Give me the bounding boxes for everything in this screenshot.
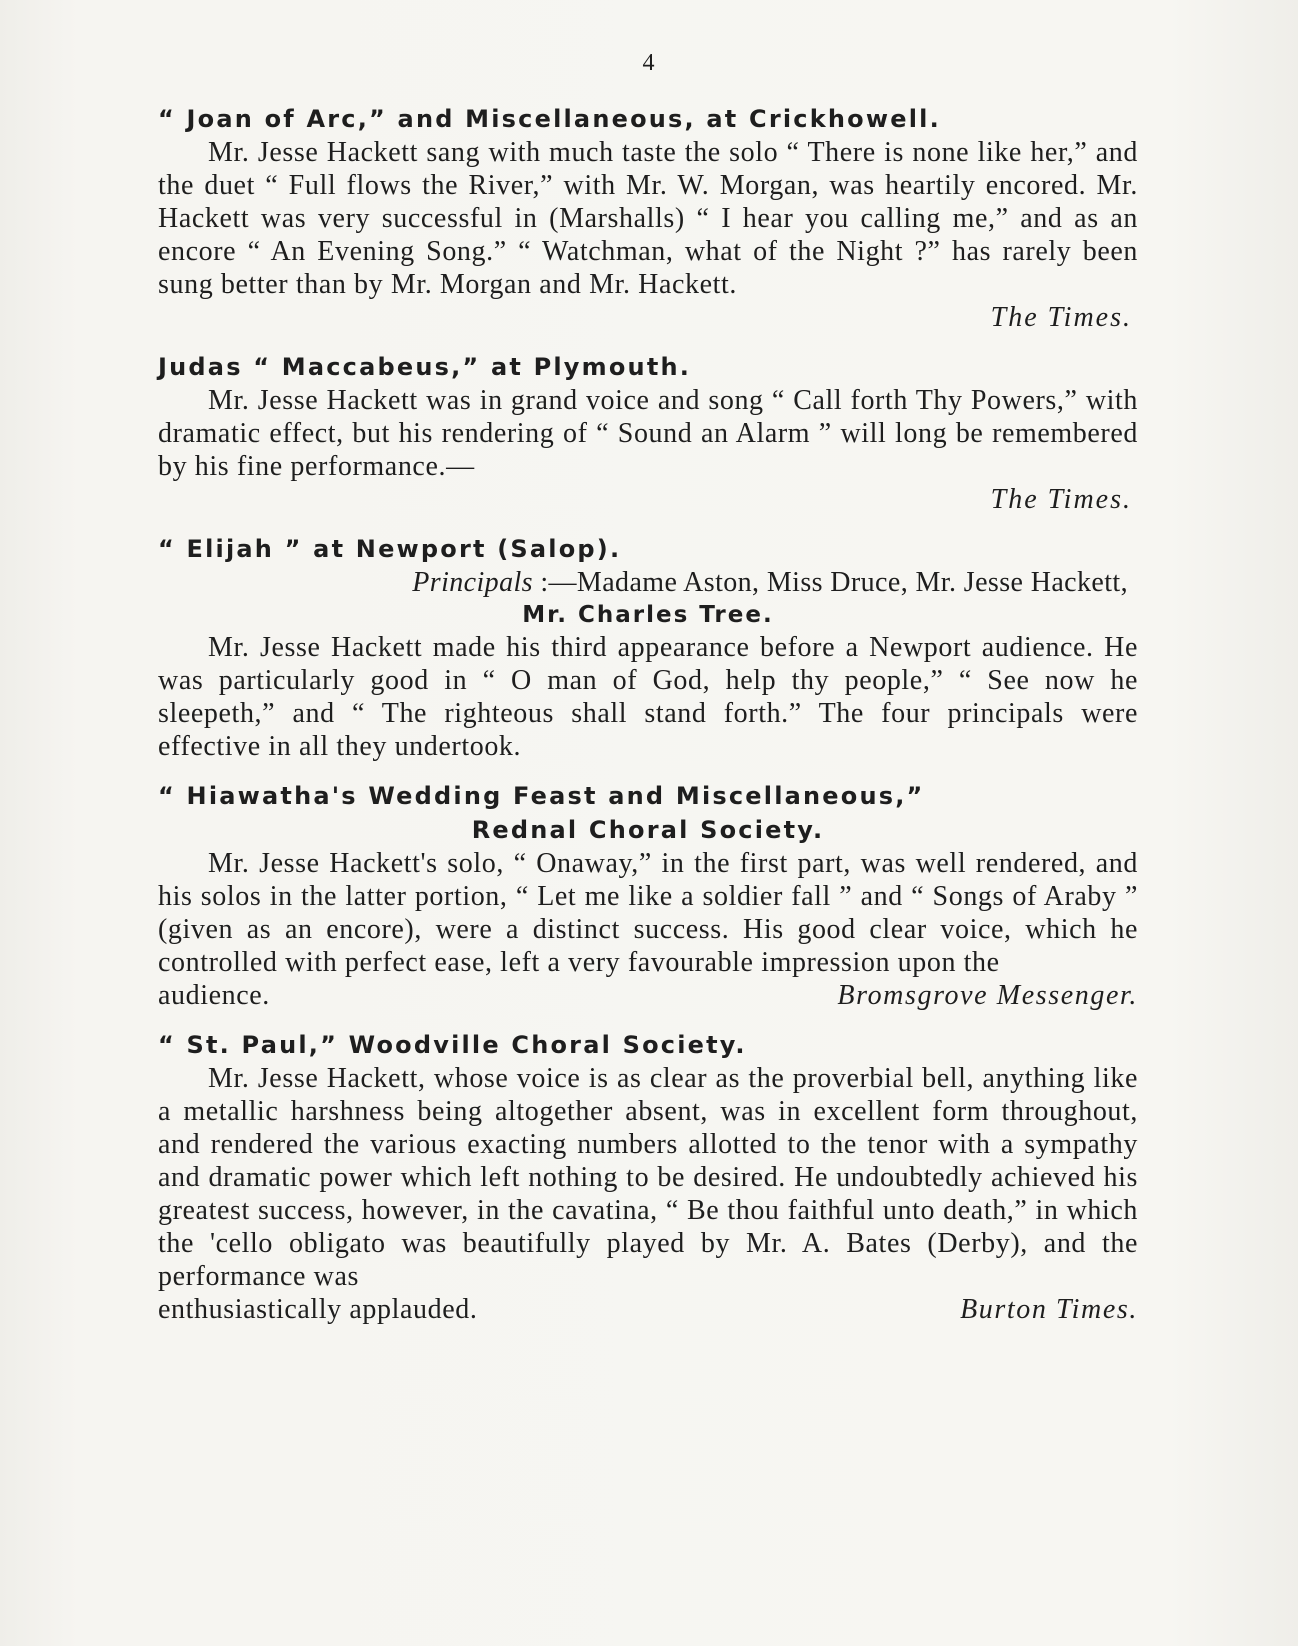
source-citation: The Times. bbox=[990, 484, 1132, 515]
principals-line bbox=[158, 566, 1138, 599]
principals-list: :—Madame Aston, Miss Druce, Mr. Jesse Hackett, bbox=[532, 567, 1128, 598]
section-subheading: Rednal Choral Society. bbox=[471, 816, 825, 844]
source-citation: The Times. bbox=[990, 302, 1132, 333]
review-final-line bbox=[158, 979, 1138, 1012]
review-text: Mr. Jesse Hackett's solo, “ Onaway,” in the first part, was well rendered, and his solos in the latter portion, “ Let me like a soldier fall ” and “ Songs of Araby ” (given as an encore), were a distinct success. His good clear voice, which he controlled with perfect ease, left a very favourable impression upon the bbox=[158, 848, 1138, 978]
principals-last: Mr. Charles Tree. bbox=[522, 602, 774, 628]
review-judas-maccabeus bbox=[158, 350, 1138, 516]
review-elijah bbox=[158, 532, 1138, 763]
review-text: Mr. Jesse Hackett made his third appearance before a Newport audience. He was particularly good in “ O man of God, help thy people,” “ See now he sleepeth,” and “ The righteous shall stand forth.” The four principals were effective in all they undertook. bbox=[158, 632, 1138, 762]
review-final-line bbox=[158, 1293, 1138, 1326]
document-body bbox=[158, 102, 1138, 1342]
review-joan-of-arc bbox=[158, 102, 1138, 334]
review-text: Mr. Jesse Hackett sang with much taste the solo “ There is none like her,” and the duet “ Full flows the River,” with Mr. W. Morgan, was heartily encored. Mr. Hackett was very successful in (Marshalls) “ I hear you calling me,” and as an encore “ An Evening Song.” “ Watchman, what of the Night ?” has rarely been sung better than by Mr. Morgan and Mr. Hackett. bbox=[158, 137, 1138, 300]
review-text-end: enthusiastically applauded. bbox=[158, 1294, 478, 1325]
section-heading: “ Hiawatha's Wedding Feast and Miscellaneous,” bbox=[158, 782, 925, 810]
section-heading: Judas “ Maccabeus,” at Plymouth. bbox=[158, 353, 692, 381]
source-citation: Bromsgrove Messenger. bbox=[837, 980, 1138, 1011]
review-hiawatha bbox=[158, 779, 1138, 1012]
review-st-paul bbox=[158, 1028, 1138, 1326]
section-heading: “ St. Paul,” Woodville Choral Society. bbox=[158, 1031, 747, 1059]
page-number: 4 bbox=[642, 50, 656, 76]
source-citation: Burton Times. bbox=[960, 1294, 1138, 1325]
section-heading: “ Elijah ” at Newport (Salop). bbox=[158, 535, 622, 563]
section-heading: “ Joan of Arc,” and Miscellaneous, at Crickhowell. bbox=[158, 105, 941, 133]
principals-label: Principals bbox=[412, 567, 533, 598]
review-text: Mr. Jesse Hackett, whose voice is as clear as the proverbial bell, anything like a metallic harshness being altogether absent, was in excellent form throughout, and rendered the various exacting numbers allotted to the tenor with a sympathy and dramatic power which left nothing to be desired. He undoubtedly achieved his greatest success, however, in the cavatina, “ Be thou faithful unto death,” in which the 'cello obligato was beautifully played by Mr. A. Bates (Derby), and the performance was bbox=[158, 1063, 1138, 1292]
review-text: Mr. Jesse Hackett was in grand voice and song “ Call forth Thy Powers,” with dramatic effect, but his rendering of “ Sound an Alarm ” will long be remembered by his fine performance.— bbox=[158, 385, 1138, 482]
review-text-end: audience. bbox=[158, 980, 270, 1011]
